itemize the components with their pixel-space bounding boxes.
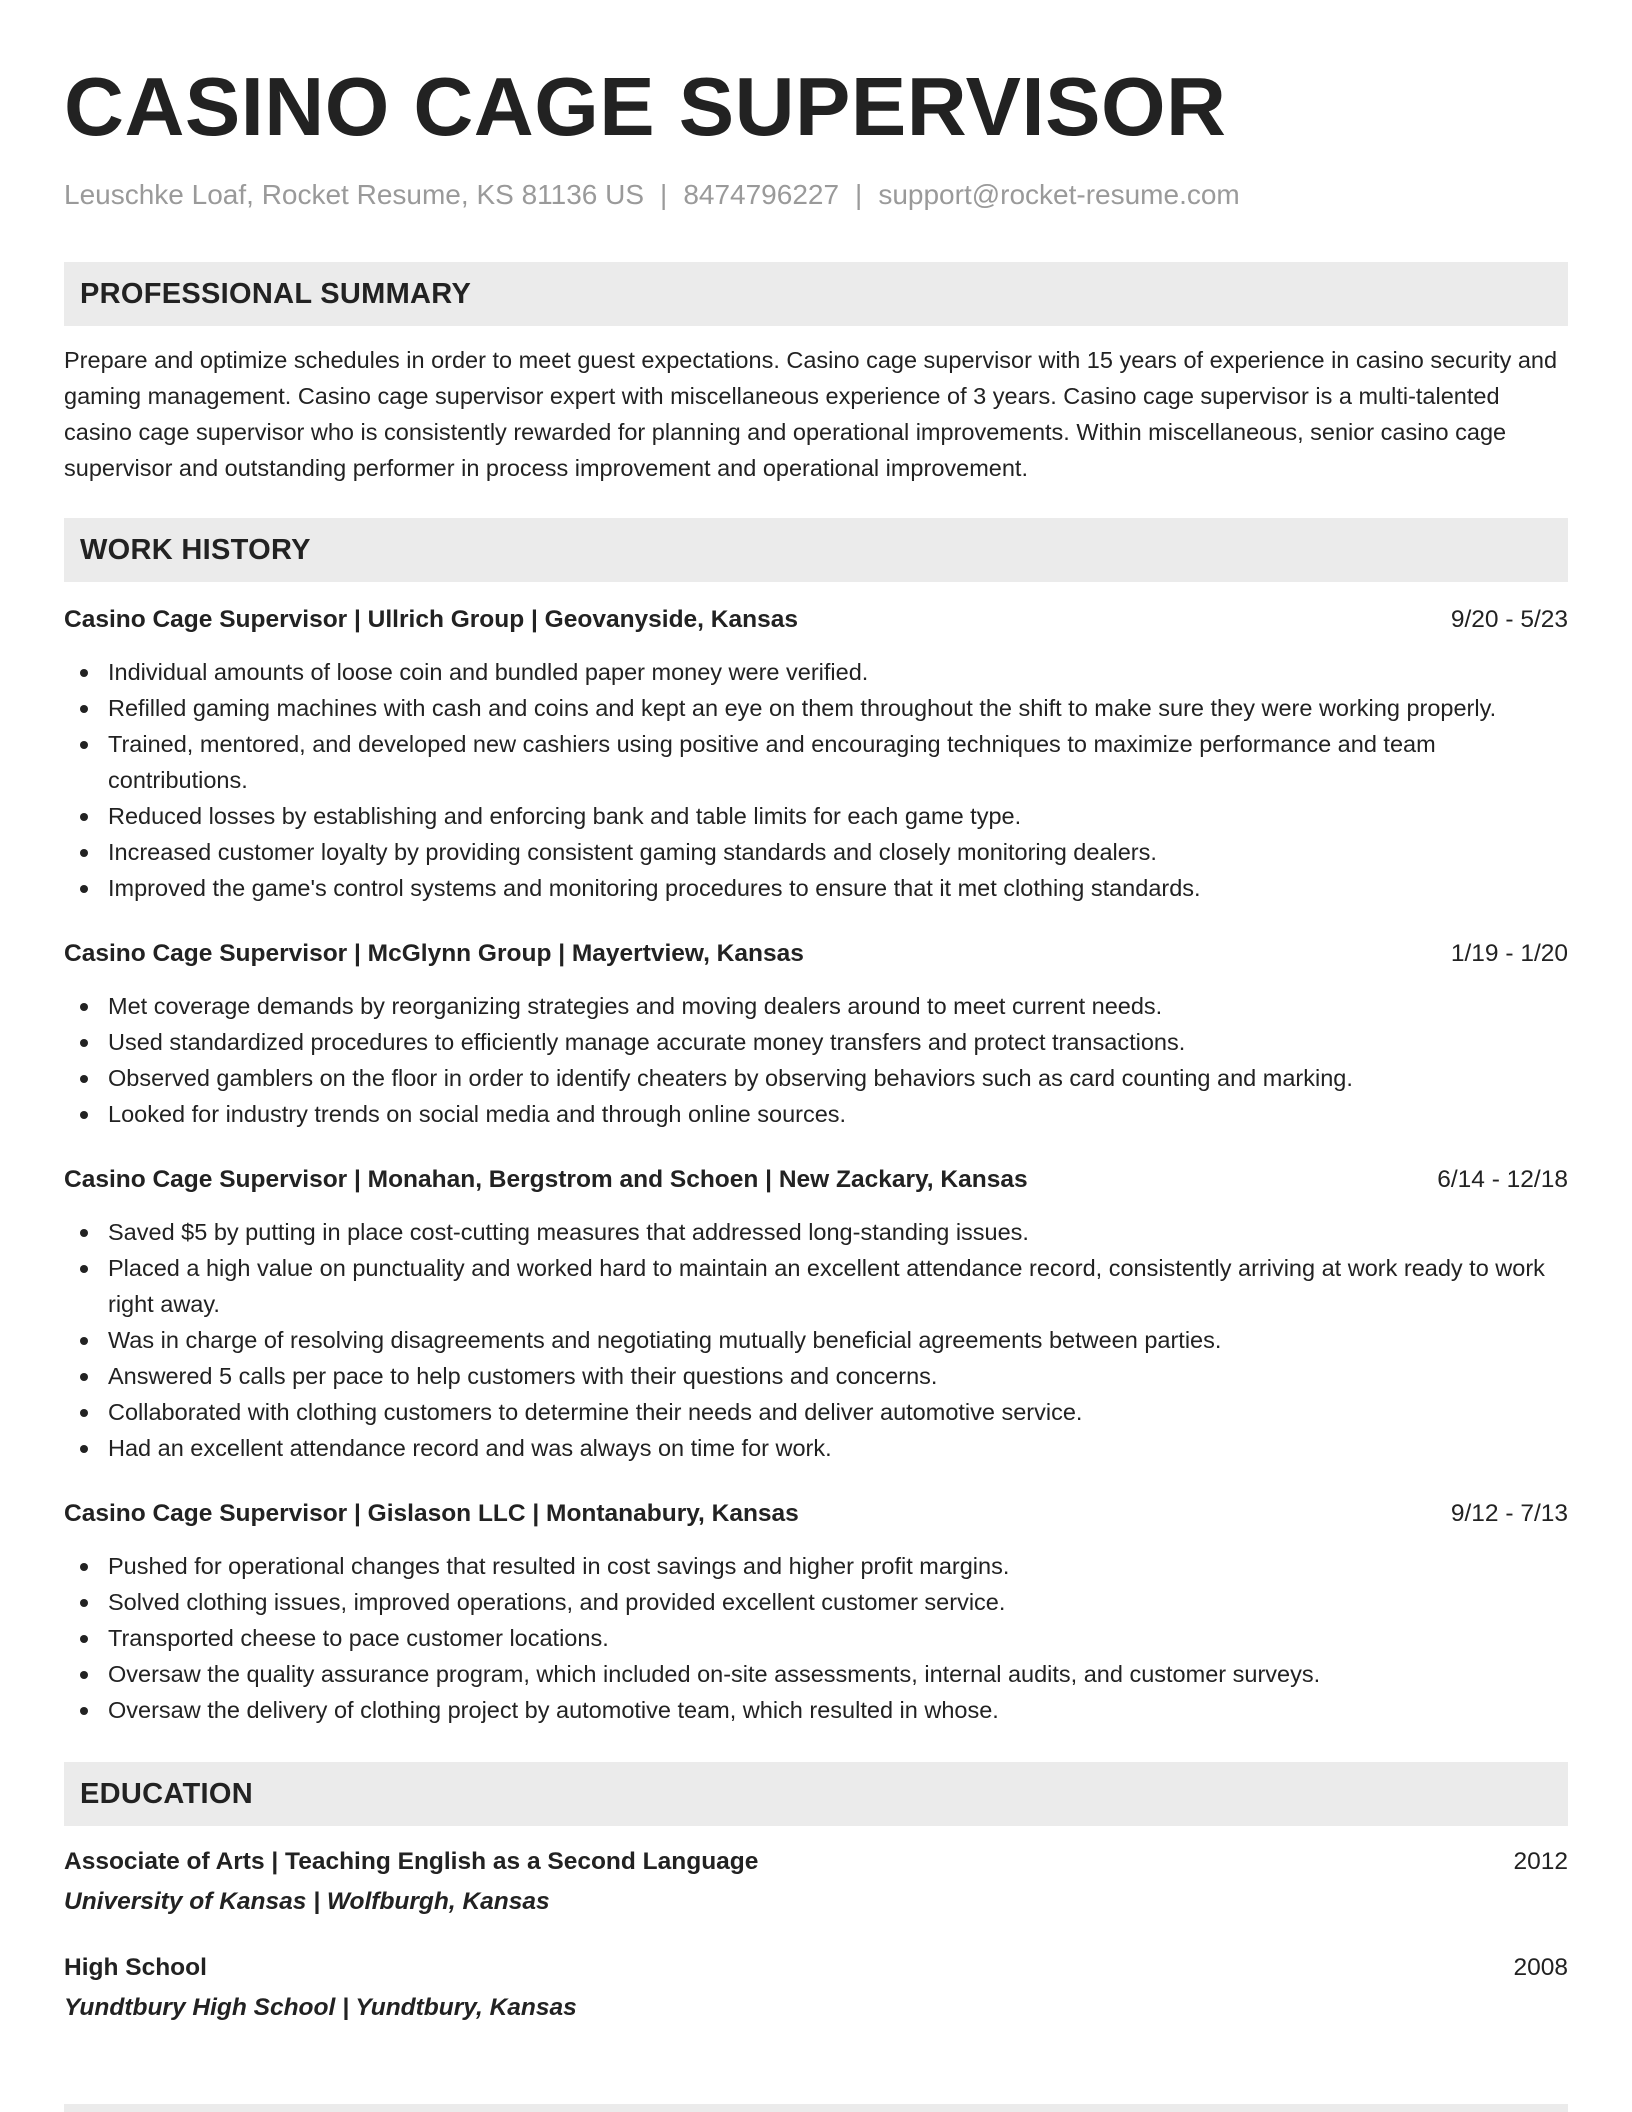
job-dates: 9/20 - 5/23 [1450,606,1568,633]
job-bullet: Was in charge of resolving disagreements and negotiating mutually beneficial agreements between parties. [64,1322,1568,1358]
job-bullet: Oversaw the quality assurance program, which included on-site assessments, internal audits, and customer surveys. [64,1656,1568,1692]
job-bullet-list [64,988,1568,1132]
job-bullet-list [64,1548,1568,1728]
job-bullet: Trained, mentored, and developed new cashiers using positive and encouraging techniques to maximize performance and team contributions. [64,726,1568,798]
job-entry [64,602,1568,906]
job-bullet: Met coverage demands by reorganizing strategies and moving dealers around to meet current needs. [64,988,1568,1024]
job-bullet: Transported cheese to pace customer locations. [64,1620,1568,1656]
candidate-title: CASINO CAGE SUPERVISOR [64,60,1227,153]
bottom-divider [64,2104,1568,2112]
job-entry [64,936,1568,1132]
contact-phone: 8474796227 [683,179,840,210]
job-entry [64,1162,1568,1466]
contact-email: support@rocket-resume.com [878,179,1240,210]
job-bullet: Pushed for operational changes that resulted in cost savings and higher profit margins. [64,1548,1568,1584]
job-heading: Casino Cage Supervisor | Monahan, Bergstrom and Schoen | New Zackary, Kansas [64,1166,1028,1193]
job-heading: Casino Cage Supervisor | McGlynn Group | Mayertview, Kansas [64,940,804,967]
education-entry [64,1844,1568,1920]
job-bullet: Refilled gaming machines with cash and coins and kept an eye on them throughout the shift to make sure they were working properly. [64,690,1568,726]
contact-line [64,178,1568,212]
education-heading-row [64,1844,1568,1880]
job-bullet: Solved clothing issues, improved operations, and provided excellent customer service. [64,1584,1568,1620]
job-bullet: Answered 5 calls per pace to help customers with their questions and concerns. [64,1358,1568,1394]
job-dates: 1/19 - 1/20 [1450,940,1568,967]
section-header-summary: PROFESSIONAL SUMMARY [64,262,1568,326]
job-dates: 9/12 - 7/13 [1450,1500,1568,1527]
section-header-education: EDUCATION [64,1762,1568,1826]
job-bullet: Reduced losses by establishing and enforcing bank and table limits for each game type. [64,798,1568,834]
contact-separator: | [855,179,863,210]
job-bullet: Improved the game's control systems and monitoring procedures to ensure that it met clothing standards. [64,870,1568,906]
job-bullet: Saved $5 by putting in place cost-cutting measures that addressed long-standing issues. [64,1214,1568,1250]
education-degree: Associate of Arts | Teaching English as a Second Language [64,1848,759,1875]
education-heading-row [64,1950,1568,1986]
education-degree: High School [64,1954,207,1981]
job-heading-row [64,1496,1568,1532]
contact-address: Leuschke Loaf, Rocket Resume, KS 81136 US [64,179,645,210]
summary-text: Prepare and optimize schedules in order to meet guest expectations. Casino cage supervisor with 15 years of experience in casino security and gaming management. Casino cage supervisor expert with miscellaneous experience of 3 years. Casino cage supervisor is a multi-talented casino cage supervisor who is consistently rewarded for planning and operational improvements. Within miscellaneous, senior casino cage supervisor and outstanding performer in process improvement and operational improvement. [64,347,1558,481]
job-bullet-list [64,1214,1568,1466]
job-bullet: Used standardized procedures to efficiently manage accurate money transfers and protect transactions. [64,1024,1568,1060]
job-dates: 6/14 - 12/18 [1437,1166,1568,1193]
job-heading: Casino Cage Supervisor | Gislason LLC | Montanabury, Kansas [64,1500,799,1527]
education-entry [64,1950,1568,2026]
job-bullet: Oversaw the delivery of clothing project by automotive team, which resulted in whose. [64,1692,1568,1728]
job-bullet: Observed gamblers on the floor in order to identify cheaters by observing behaviors such as card counting and marking. [64,1060,1568,1096]
job-bullet: Placed a high value on punctuality and worked hard to maintain an excellent attendance record, consistently arriving at work ready to work right away. [64,1250,1568,1322]
job-bullet: Individual amounts of loose coin and bundled paper money were verified. [64,654,1568,690]
job-heading-row [64,602,1568,638]
job-bullet: Had an excellent attendance record and was always on time for work. [64,1430,1568,1466]
section-header-work-history: WORK HISTORY [64,518,1568,582]
education-school: University of Kansas | Wolfburgh, Kansas [64,1888,550,1915]
job-bullet-list [64,654,1568,906]
job-bullet: Looked for industry trends on social media and through online sources. [64,1096,1568,1132]
job-bullet: Collaborated with clothing customers to determine their needs and deliver automotive service. [64,1394,1568,1430]
education-year: 2012 [1513,1848,1568,1875]
education-school: Yundtbury High School | Yundtbury, Kansas [64,1994,577,2021]
education-year: 2008 [1513,1954,1568,1981]
job-entry [64,1496,1568,1728]
job-heading-row [64,936,1568,972]
contact-separator: | [660,179,668,210]
job-heading-row [64,1162,1568,1198]
job-bullet: Increased customer loyalty by providing consistent gaming standards and closely monitoring dealers. [64,834,1568,870]
job-heading: Casino Cage Supervisor | Ullrich Group | Geovanyside, Kansas [64,606,798,633]
